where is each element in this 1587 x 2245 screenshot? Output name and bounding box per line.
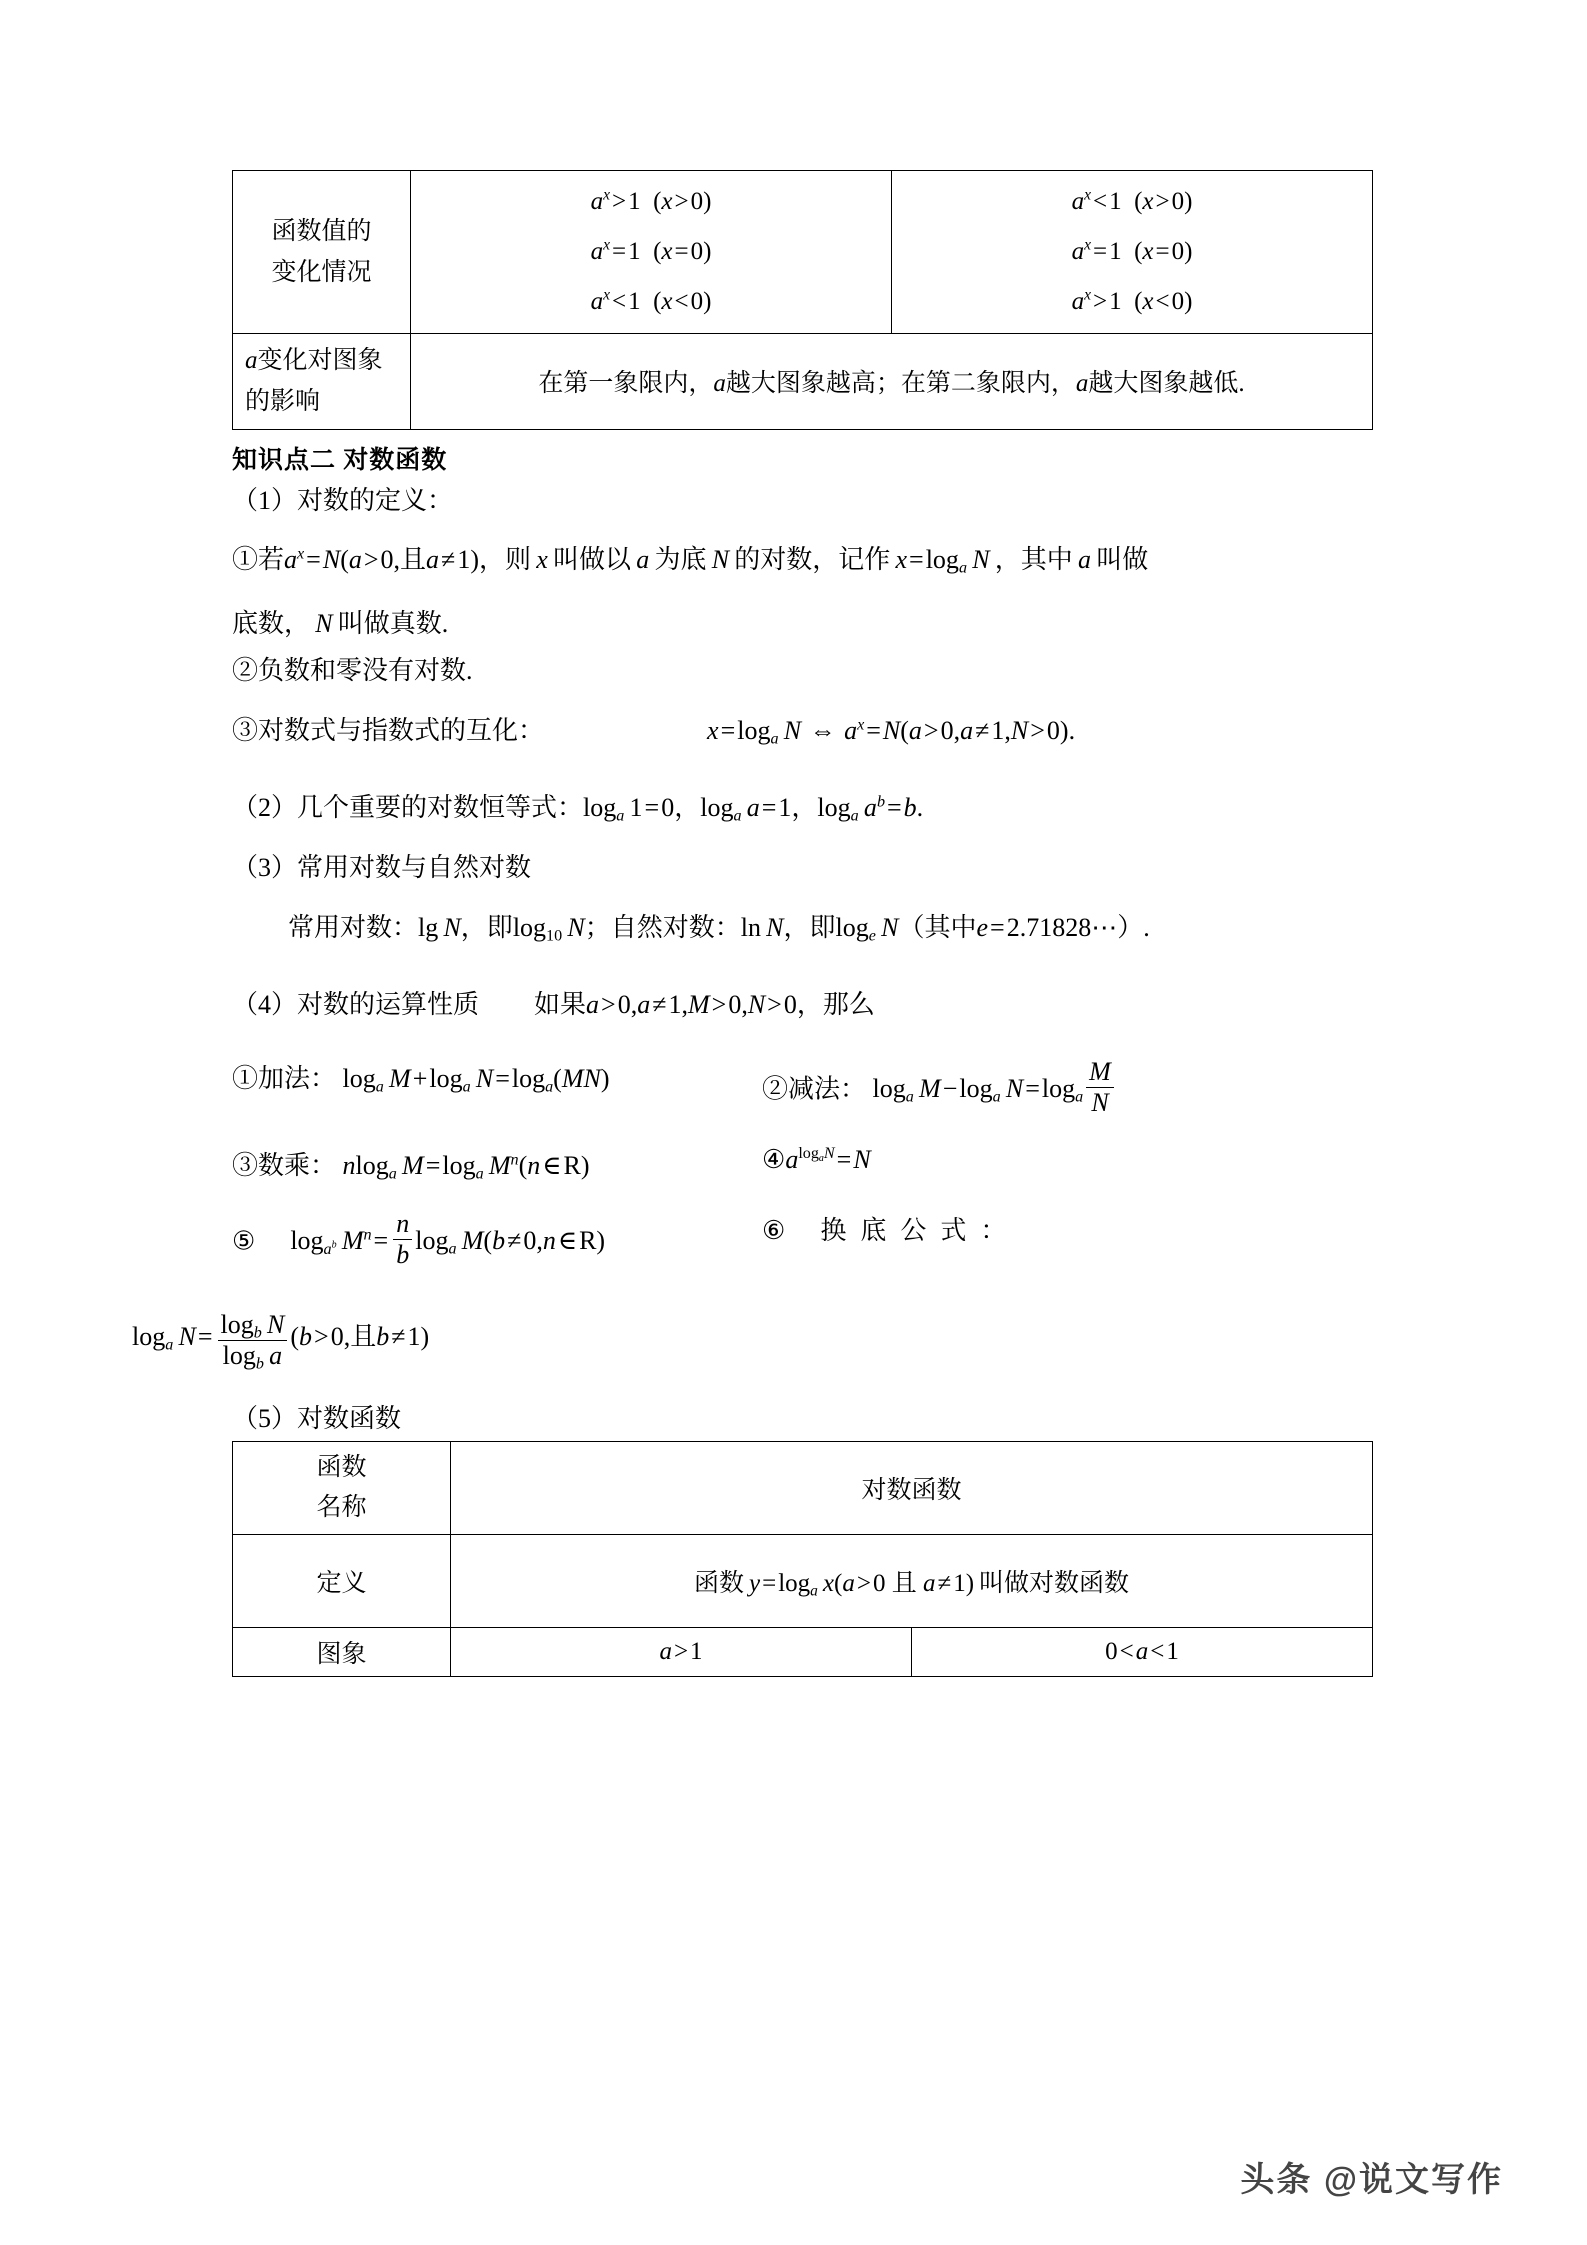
item-1-sub-2: ②负数和零没有对数. <box>232 656 473 686</box>
item3-body-end: ）. <box>1117 912 1150 942</box>
item2-label: （2）几个重要的对数恒等式： <box>232 793 584 823</box>
expr-ax-lt-1-xlt0: $a^x<1$ (x<0) <box>590 286 712 315</box>
cell-function-name-label <box>233 1442 451 1535</box>
change-of-base-formula <box>132 1283 1372 1388</box>
expr-ax-gt-1-xlt0: $a^x>1$ (x<0) <box>1071 286 1193 315</box>
expr-loge-N: $\log_e N$ <box>835 912 899 945</box>
prop-a-pow-log <box>762 1145 1372 1182</box>
cell-function-name-value <box>451 1442 1373 1535</box>
prop6-colon: ： <box>980 1215 1007 1245</box>
expr-ax-lt-1-xgt0: $a^x<1$ (x>0) <box>1071 186 1193 215</box>
expr-lg-N: lg N <box>418 912 461 942</box>
expr-change-of-base: $\log_a N=$ $\frac{\log_b N}{\log_b a}$ (b>0,且b≠1) <box>132 1309 430 1373</box>
cell-definition-value <box>451 1535 1373 1628</box>
logarithmic-function-table <box>232 1441 1373 1677</box>
a-effect-label-line2: 的影响 <box>245 388 321 416</box>
table-row <box>233 1442 1373 1535</box>
item4-condition-tail: ，那么 <box>796 989 875 1019</box>
value-change-label-line2: 变化情况 <box>271 259 372 286</box>
expr-log-a-1: $\log_a 1=0$ <box>583 793 675 825</box>
expr-log-subtraction: $\log_a M-\log_a$ $N=\log_a$ $\frac{M}{N}$ <box>873 1074 1117 1103</box>
item3-body-mid2: ；自然对数： <box>584 912 741 942</box>
expr-ax-eq-1-xeq0-b: $a^x=1$ (x=0) <box>1071 236 1193 265</box>
expr-item4-condition: a>0,a≠1,M>0,N>0 <box>586 989 797 1019</box>
a-symbol: a <box>245 347 258 374</box>
table-row <box>233 334 1373 430</box>
item4-condition-lead: 如果 <box>534 989 587 1019</box>
expr-ax-gt-1-xgt0: $a^x>1$ (x>0) <box>590 186 712 215</box>
a-effect-text-part1: 在第一象限内， <box>538 370 714 398</box>
expr-ax-eq-1-xeq0: $a^x=1$ (x=0) <box>590 236 712 265</box>
cell-graph-label <box>233 1628 451 1677</box>
cell-a-effect-text: 在第一象限内，a越大图象越高；在第二象限内，a越大图象越低. <box>411 334 1373 430</box>
item1-line2-b: 叫做真数. <box>337 609 449 639</box>
expr-log-function-def: $y=\log_a$ x(a>0 且 a≠1) <box>748 1570 975 1600</box>
cell-graph-case-0-lt-a-lt-1 <box>912 1628 1373 1677</box>
log-table-r1-label-line1: 函数 <box>316 1454 367 1482</box>
expr-log-exp-equivalence: $x=\log_a$ N ⇔ $a^x=N(a>0,a\ne 1,N>0)$ <box>707 716 1069 748</box>
log-table-r3-label: 图象 <box>316 1641 367 1669</box>
item-5-label: （5）对数函数 <box>232 1404 402 1434</box>
prop6-label: ⑥ <box>762 1215 786 1245</box>
item-2: （2）几个重要的对数恒等式：$\log_a 1=0$，$\log_a a=1$，$\log_a a^b=b$. <box>232 793 924 825</box>
cell-definition-label <box>233 1535 451 1628</box>
props-row-1-2 <box>232 1044 1372 1131</box>
table-row <box>233 1535 1373 1628</box>
item-1-sub-1-line2: 底数， N 叫做真数. <box>232 609 449 639</box>
item-3-label: （3）常用对数与自然对数 <box>232 852 532 882</box>
item1-sub1-mid2: 叫做以 <box>553 545 632 575</box>
expr-log-addition: $\log_a M+\log_a$ $N=\log_a(MN)$ <box>342 1063 610 1096</box>
prop-scalar-multiply <box>232 1145 762 1182</box>
log-table-r2-pre: 函数 <box>693 1570 744 1598</box>
prop-log-ab-power <box>232 1210 762 1269</box>
item-3-body <box>232 890 1372 967</box>
log-table-r2-post: 叫做对数函数 <box>979 1570 1130 1598</box>
item-1-title: （1）对数的定义： <box>232 485 454 515</box>
item1-sub3-label: ③对数式与指数式的互化： <box>232 716 545 746</box>
item3-body-pre: 常用对数： <box>288 912 419 942</box>
expr-log-a-ab: $\log_a a^b=b$ <box>817 793 917 825</box>
cell-a-effect-label <box>233 334 411 430</box>
a-effect-label-line1: 变化对图象 <box>257 347 383 374</box>
item1-line2-a: 底数， <box>232 609 311 639</box>
props-row-3-4 <box>232 1131 1372 1196</box>
exponential-function-table <box>232 170 1373 430</box>
value-change-label-line1: 函数值的 <box>271 217 372 245</box>
item1-sub1-mid1: ，则 <box>479 545 532 575</box>
expr-a-pow-loga-N: $a^{log_aN}=N$ <box>785 1144 871 1174</box>
expr-log-a-a: $\log_a a=1$ <box>700 793 792 825</box>
prop2-label: ②减法： <box>762 1074 867 1104</box>
prop3-label: ③数乘： <box>232 1150 337 1180</box>
log-table-r2-label: 定义 <box>316 1570 367 1598</box>
prop1-label: ①加法： <box>232 1063 337 1093</box>
item1-sub1-mid3: 为底 <box>654 545 707 575</box>
item1-sub1-end: 叫做 <box>1096 545 1149 575</box>
cell-value-change-label <box>233 171 411 334</box>
table-row <box>233 171 1373 334</box>
prop-subtraction <box>762 1058 1372 1117</box>
table-row <box>233 1628 1373 1677</box>
cell-graph-case-a-gt-1 <box>451 1628 912 1677</box>
item1-sub1-mid5: ，其中 <box>994 545 1073 575</box>
a-effect-text-part2: 越大图象越高；在第二象限内， <box>725 370 1076 398</box>
expr-a-gt-1: a>1 <box>659 1638 703 1666</box>
props-row-5-6 <box>232 1196 1372 1283</box>
a-effect-text-part3: 越大图象越低. <box>1088 370 1245 398</box>
item-4-header <box>232 967 1372 1044</box>
prop5-label: ⑤ <box>232 1226 256 1256</box>
item3-body-mid4: （其中 <box>898 912 977 942</box>
log-table-r1-value: 对数函数 <box>861 1477 962 1505</box>
log-table-r1-label-line2: 名称 <box>316 1494 367 1522</box>
expr-e-value: e=2.71828⋯ <box>976 912 1118 942</box>
item4-label: （4）对数的运算性质 <box>232 989 480 1019</box>
item1-sub1-mid4: 的对数，记作 <box>734 545 891 575</box>
prop-addition <box>232 1058 762 1117</box>
prop-change-of-base-title <box>762 1210 1372 1269</box>
item-1-sub-3: ③对数式与指数式的互化： $x=\log_a$ N ⇔ $a^x=N(a>0,a\ne 1,N>0)$. <box>232 716 1076 748</box>
expr-0-lt-a-lt-1: 0<a<1 <box>1105 1638 1179 1666</box>
cell-agt1-values <box>411 171 892 334</box>
cell-alt1-values <box>892 171 1373 334</box>
item-1-sub-1: ①若$a^x=N(a>0$,且a≠1)，则 x 叫做以 a 为底 N 的对数，记作 $x=\log_a$ N ，其中 a 叫做 <box>232 545 1149 577</box>
item3-body-mid1: ，即 <box>460 912 513 942</box>
document-content <box>132 170 1372 1677</box>
item1-sub1-pre: ①若 <box>232 545 285 575</box>
item3-body-mid3: ，即 <box>783 912 836 942</box>
prop4-label: ④ <box>762 1144 786 1174</box>
expr-log10-N: $\log_{10} N$ <box>512 912 585 945</box>
watermark: 头条 @说文写作 <box>1240 2161 1503 2199</box>
expr-log-power: nlog$_a$ $M=\log_a$ $M^n(n\in R)$ <box>342 1150 590 1183</box>
expr-log-ab-Mn: $\log_{a^b} M^n=$ $\frac{n}{b}$ $\log_a$ M(b≠0,n∈R) <box>290 1208 606 1269</box>
prop6-title: 换底公式 <box>820 1215 981 1245</box>
section-heading: 知识点二 对数函数 <box>232 446 448 474</box>
expr-ln-N: ln N <box>740 912 784 942</box>
